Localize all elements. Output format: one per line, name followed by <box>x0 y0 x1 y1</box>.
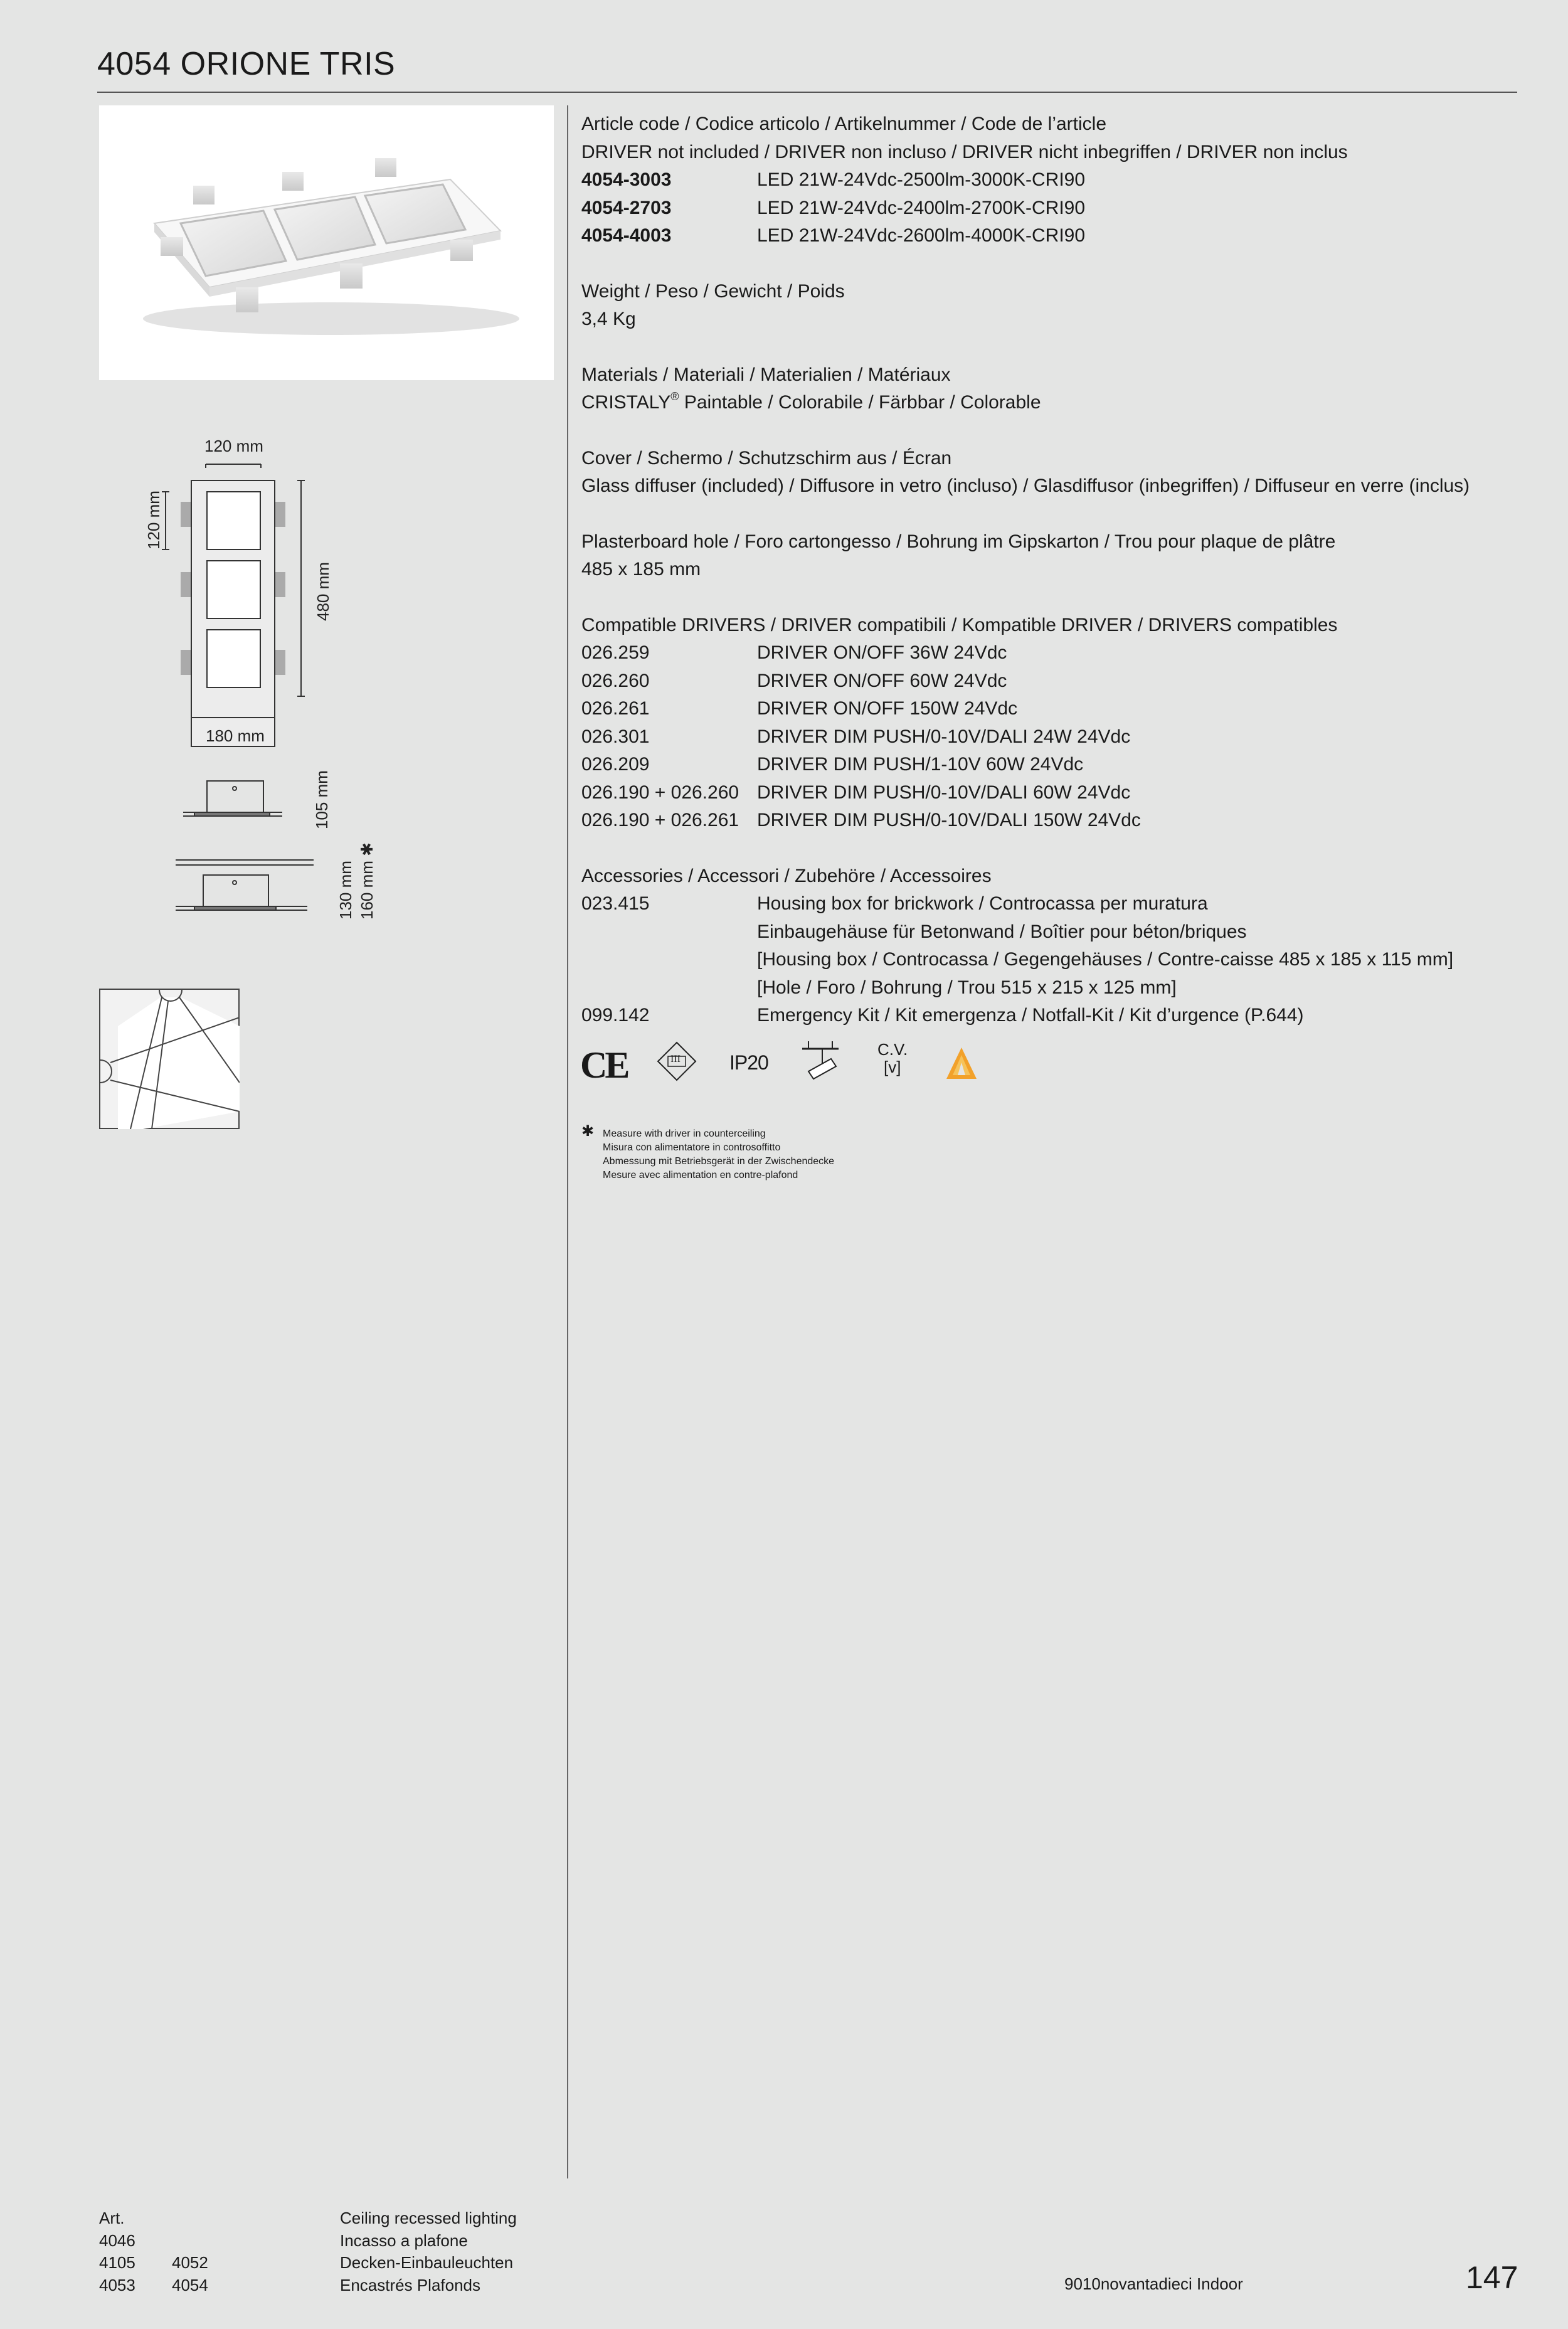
driver-desc: DRIVER ON/OFF 150W 24Vdc <box>757 698 1018 719</box>
driver-row <box>581 695 1522 723</box>
accessory-desc: Emergency Kit / Kit emergenza / Notfall-Kit / Kit d’urgence (P.644) <box>757 1005 1304 1026</box>
article-row <box>581 166 1522 194</box>
hole-section <box>581 528 1522 584</box>
article-code: 4054-3003 <box>581 169 672 190</box>
driver-code: 026.190 + 026.261 <box>581 810 739 830</box>
article-row <box>581 222 1522 250</box>
article-code: 4054-2703 <box>581 197 672 218</box>
class-label: III <box>670 1054 681 1064</box>
accessory-code <box>581 918 757 947</box>
article-desc: LED 21W-24Vdc-2500lm-3000K-CRI90 <box>757 169 1086 190</box>
article-code: 4054-4003 <box>581 225 672 246</box>
art-code: 4052 <box>172 2253 208 2272</box>
driver-code: 026.301 <box>581 726 650 747</box>
driver-code: 026.209 <box>581 754 650 775</box>
dim-depth-c: 160 mm ✱ <box>358 842 376 920</box>
cover-value: Glass diffuser (included) / Diffusore in vetro (incluso) / Glasdiffusor (inbegriffen) / Diffuseur en verre (inclus) <box>581 475 1470 496</box>
accessory-code: 023.415 <box>581 893 650 914</box>
footnote <box>581 1123 835 1182</box>
art-code: 4046 <box>99 2231 135 2250</box>
spec-content <box>581 110 1522 1058</box>
category-label: Incasso a plafone <box>340 2231 468 2250</box>
art-code <box>172 2230 340 2252</box>
weight-section <box>581 278 1522 334</box>
driver-code: 026.261 <box>581 698 650 719</box>
cv-label-top: C.V. <box>877 1040 908 1059</box>
footer-row <box>99 2252 517 2274</box>
driver-desc: DRIVER ON/OFF 36W 24Vdc <box>757 642 1007 663</box>
article-heading: Article code / Codice articolo / Artikelnummer / Code de l’article <box>581 114 1107 134</box>
product-illustration <box>99 105 554 380</box>
article-section <box>581 110 1522 250</box>
weight-value: 3,4 Kg <box>581 309 636 329</box>
article-desc: LED 21W-24Vdc-2400lm-2700K-CRI90 <box>757 197 1086 218</box>
category-label: Decken-Einbauleuchten <box>340 2253 514 2272</box>
driver-row <box>581 807 1522 835</box>
accessory-code <box>581 974 757 1002</box>
top-view-drawing <box>113 433 376 759</box>
driver-note: DRIVER not included / DRIVER non incluso / DRIVER nicht inbegriffen / DRIVER non inclus <box>581 141 1348 162</box>
footer-row <box>99 2274 517 2297</box>
hole-heading: Plasterboard hole / Foro cartongesso / Bohrung im Gipskarton / Trou pour plaque de plâtre <box>581 531 1336 552</box>
recessed-mount-icon <box>800 1040 841 1084</box>
accessory-code <box>581 946 757 974</box>
driver-desc: DRIVER DIM PUSH/0-10V/DALI 150W 24Vdc <box>757 810 1141 830</box>
materials-heading: Materials / Materiali / Materialien / Matériaux <box>581 364 951 385</box>
category-label: Encastrés Plafonds <box>340 2275 481 2295</box>
accessory-row <box>581 890 1522 918</box>
ce-mark-icon: CE <box>580 1044 628 1086</box>
accessory-desc: Einbaugehäuse für Betonwand / Boîtier pour béton/briques <box>757 921 1247 942</box>
accessory-row <box>581 974 1522 1002</box>
driver-code: 026.190 + 026.260 <box>581 782 739 803</box>
driver-row <box>581 751 1522 779</box>
accessory-desc: [Hole / Foro / Bohrung / Trou 515 x 215 x 125 mm] <box>757 977 1177 998</box>
footer-brand: 9010novantadieci Indoor <box>1064 2274 1243 2293</box>
art-code: 4105 <box>99 2253 135 2272</box>
driver-code: 026.260 <box>581 670 650 691</box>
page-number: 147 <box>1466 2260 1518 2295</box>
footnote-line: Mesure avec alimentation en contre-plafond <box>603 1170 798 1180</box>
cv-label-bottom: [v] <box>884 1058 901 1076</box>
dim-depth-b: 130 mm <box>336 861 355 920</box>
section-view-drawing <box>176 775 332 919</box>
footer-articles <box>99 2207 517 2296</box>
art-code: 4053 <box>99 2275 135 2295</box>
materials-text: Paintable / Colorabile / Färbbar / Colorable <box>679 392 1041 413</box>
accessory-row <box>581 946 1522 974</box>
energy-class-triangle-icon <box>945 1046 978 1080</box>
title-rule <box>97 92 1517 93</box>
materials-brand: CRISTALY <box>581 392 671 413</box>
accessories-section <box>581 862 1522 1030</box>
accessory-row <box>581 918 1522 947</box>
driver-row <box>581 779 1522 807</box>
article-desc: LED 21W-24Vdc-2600lm-4000K-CRI90 <box>757 225 1086 246</box>
driver-code: 026.259 <box>581 642 650 663</box>
drivers-heading: Compatible DRIVERS / DRIVER compatibili / Kompatible DRIVER / DRIVERS compatibles <box>581 614 1338 635</box>
driver-row <box>581 639 1522 667</box>
weight-heading: Weight / Peso / Gewicht / Poids <box>581 280 845 302</box>
driver-desc: DRIVER DIM PUSH/0-10V/DALI 60W 24Vdc <box>757 782 1131 803</box>
driver-desc: DRIVER DIM PUSH/1-10V 60W 24Vdc <box>757 754 1084 775</box>
footnote-line: Misura con alimentatore in controsoffitto <box>603 1142 781 1153</box>
footnote-line: Abmessung mit Betriebsgerät in der Zwischendecke <box>603 1156 835 1167</box>
art-label: Art. <box>99 2209 125 2227</box>
cover-section <box>581 445 1522 501</box>
column-divider <box>567 105 568 2178</box>
footer-row <box>99 2230 517 2252</box>
dim-top-width: 120 mm <box>204 437 263 455</box>
dim-side-height: 120 mm <box>144 491 163 549</box>
materials-section <box>581 361 1522 417</box>
accessory-row <box>581 1002 1522 1030</box>
accessories-heading: Accessories / Accessori / Zubehöre / Accessoires <box>581 865 992 886</box>
dim-total-length: 480 mm <box>314 562 332 621</box>
accessory-desc: [Housing box / Controcassa / Gegengehäuses / Contre-caisse 485 x 185 x 115 mm] <box>757 949 1454 970</box>
light-distribution-diagram <box>99 989 240 1129</box>
cover-heading: Cover / Schermo / Schutzschirm aus / Écran <box>581 447 952 469</box>
drivers-section <box>581 612 1522 835</box>
driver-row <box>581 667 1522 696</box>
driver-desc: DRIVER DIM PUSH/0-10V/DALI 24W 24Vdc <box>757 726 1131 747</box>
footnote-line: Measure with driver in counterceiling <box>603 1128 766 1139</box>
dim-depth: 105 mm <box>312 770 331 829</box>
certification-icons <box>580 1039 1019 1089</box>
driver-desc: DRIVER ON/OFF 60W 24Vdc <box>757 670 1007 691</box>
materials-value <box>581 389 1522 417</box>
page-title: 4054 ORIONE TRIS <box>97 46 396 82</box>
driver-row <box>581 723 1522 751</box>
footer-row <box>99 2207 517 2230</box>
dim-bottom-width: 180 mm <box>206 726 265 745</box>
article-row <box>581 194 1522 223</box>
ip-rating-icon: IP20 <box>729 1051 768 1074</box>
asterisk-icon: ✱ <box>581 1123 595 1140</box>
accessory-code: 099.142 <box>581 1005 650 1026</box>
accessory-desc: Housing box for brickwork / Controcassa per muratura <box>757 893 1208 914</box>
registered-mark: ® <box>670 390 679 403</box>
art-code: 4054 <box>172 2275 208 2295</box>
hole-value: 485 x 185 mm <box>581 559 701 580</box>
category-label: Ceiling recessed lighting <box>340 2209 517 2227</box>
product-photo <box>99 105 554 380</box>
